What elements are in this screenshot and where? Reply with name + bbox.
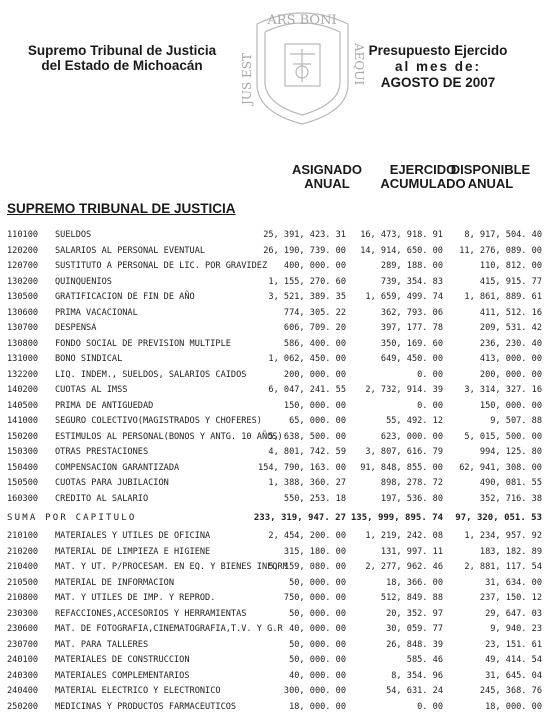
column-header-disponible	[433, 163, 548, 191]
disponible-value: 9, 507. 88	[490, 414, 542, 430]
ejercido-value: 0. 00	[417, 368, 443, 384]
table-row	[0, 560, 550, 576]
ejercido-value: 0. 00	[417, 700, 443, 715]
account-description: MAT. DE FOTOGRAFIA,CINEMATOGRAFIA,T.V. Y G.R	[55, 622, 283, 638]
account-description: SEGURO COLECTIVO(MAGISTRADOS Y CHOFERES)	[55, 414, 262, 430]
account-description: COMPENSACION GARANTIZADA	[55, 461, 179, 477]
ejercido-value: 8, 354. 96	[391, 669, 443, 685]
table-row	[0, 430, 550, 446]
ejercido-value: 739, 354. 83	[381, 275, 443, 291]
total-ejercido: 135, 999, 895. 74	[351, 507, 443, 529]
account-description: SUSTITUTO A PERSONAL DE LIC. POR GRAVIDEZ	[55, 259, 267, 275]
disponible-value: 31, 634. 00	[485, 576, 542, 592]
ejercido-value: 2, 732, 914. 39	[365, 383, 443, 399]
organization-heading	[22, 43, 222, 73]
ejercido-value: 197, 536. 80	[381, 492, 443, 508]
account-description: PRIMA DE ANTIGUEDAD	[55, 399, 153, 415]
disponible-value: 352, 716. 38	[480, 492, 542, 508]
account-code: 150400	[7, 461, 38, 477]
asignado-value: 6, 047, 241. 55	[268, 383, 346, 399]
total-asignado: 233, 319, 947. 27	[254, 507, 346, 529]
report-month: AGOSTO DE 2007	[368, 75, 508, 91]
table-row	[0, 306, 550, 322]
org-name-line1: Supremo Tribunal de Justicia	[22, 43, 222, 58]
account-description: GRATIFICACION DE FIN DE AÑO	[55, 290, 195, 306]
account-code: 150200	[7, 430, 38, 446]
ejercido-value: 14, 914, 650. 00	[360, 244, 443, 260]
disponible-value: 110, 812. 00	[480, 259, 542, 275]
asignado-value: 586, 400. 00	[284, 337, 346, 353]
table-row	[0, 290, 550, 306]
asignado-value: 26, 190, 739. 00	[263, 244, 346, 260]
total-label: SUMA POR CAPITULO	[7, 507, 137, 529]
account-description: SUELDOS	[55, 228, 91, 244]
account-code: 240100	[7, 653, 38, 669]
account-code: 120200	[7, 244, 38, 260]
account-code: 110100	[7, 228, 38, 244]
svg-text:AEQUI: AEQUI	[352, 42, 366, 85]
asignado-value: 5, 638, 500. 00	[268, 430, 346, 446]
ejercido-value: 1, 659, 499. 74	[365, 290, 443, 306]
table-row	[0, 461, 550, 477]
account-description: FONDO SOCIAL DE PREVISION MULTIPLE	[55, 337, 231, 353]
org-name-line2: del Estado de Michoacán	[22, 58, 222, 73]
table-row	[0, 259, 550, 275]
account-code: 130700	[7, 321, 38, 337]
asignado-value: 18, 000. 00	[289, 700, 346, 715]
asignado-value: 50, 000. 00	[289, 576, 346, 592]
disponible-value: 5, 015, 500. 00	[464, 430, 542, 446]
account-code: 210200	[7, 545, 38, 561]
table-row	[0, 607, 550, 623]
ejercido-value: 649, 450. 00	[381, 352, 443, 368]
table-row	[0, 275, 550, 291]
asignado-value: 750, 000. 00	[284, 591, 346, 607]
account-description: REFACCIONES,ACCESORIOS Y HERRAMIENTAS	[55, 607, 246, 623]
column-header-asignado	[272, 163, 382, 191]
report-month-label: al mes de:	[368, 59, 508, 75]
account-description: MAT. Y UT. P/PROCESAM. EN EQ. Y BIENES INFORM	[55, 560, 288, 576]
ejercido-value: 0. 00	[417, 399, 443, 415]
budget-rows-chapter-2000	[0, 529, 550, 715]
institutional-seal	[235, 4, 370, 126]
ejercido-value: 350, 169. 60	[381, 337, 443, 353]
account-description: MATERIAL ELECTRICO Y ELECTRONICO	[55, 684, 221, 700]
account-description: MEDICINAS Y PRODUCTOS FARMACEUTICOS	[55, 700, 236, 715]
disponible-value: 245, 368. 76	[480, 684, 542, 700]
disponible-value: 2, 881, 117. 54	[464, 560, 542, 576]
table-row	[0, 684, 550, 700]
disponible-value: 9, 940. 23	[490, 622, 542, 638]
asignado-value: 4, 801, 742. 59	[268, 445, 346, 461]
ejercido-value: 512, 849. 88	[381, 591, 443, 607]
account-code: 250200	[7, 700, 38, 715]
table-row	[0, 476, 550, 492]
ejercido-value: 1, 219, 242. 08	[365, 529, 443, 545]
disponible-value: 62, 941, 308. 00	[459, 461, 542, 477]
account-code: 130600	[7, 306, 38, 322]
account-description: MATERIAL DE INFORMACION	[55, 576, 174, 592]
asignado-value: 40, 000. 00	[289, 622, 346, 638]
disponible-value: 18, 000. 00	[485, 700, 542, 715]
budget-table	[0, 228, 550, 715]
account-description: MATERIALES DE CONSTRUCCION	[55, 653, 190, 669]
disponible-value: 183, 182. 89	[480, 545, 542, 561]
column-header-disponible-line2: ANUAL	[433, 177, 548, 191]
account-code: 120700	[7, 259, 38, 275]
table-row	[0, 653, 550, 669]
account-code: 230700	[7, 638, 38, 654]
table-row	[0, 622, 550, 638]
account-description: DESPENSA	[55, 321, 96, 337]
asignado-value: 200, 000. 00	[284, 368, 346, 384]
asignado-value: 150, 000. 00	[284, 399, 346, 415]
account-code: 230600	[7, 622, 38, 638]
asignado-value: 1, 155, 270. 60	[268, 275, 346, 291]
ejercido-value: 3, 807, 616. 79	[365, 445, 443, 461]
table-row	[0, 414, 550, 430]
account-code: 130200	[7, 275, 38, 291]
table-row	[0, 576, 550, 592]
account-code: 240300	[7, 669, 38, 685]
disponible-value: 490, 081. 55	[480, 476, 542, 492]
account-description: LIQ. INDEM., SUELDOS, SALARIOS CAIDOS	[55, 368, 246, 384]
ejercido-value: 898, 278. 72	[381, 476, 443, 492]
report-period-heading	[368, 43, 508, 91]
ejercido-value: 362, 793. 06	[381, 306, 443, 322]
account-code: 210800	[7, 591, 38, 607]
disponible-value: 11, 276, 089. 00	[459, 244, 542, 260]
disponible-value: 994, 125. 80	[480, 445, 542, 461]
table-row	[0, 445, 550, 461]
account-description: MATERIALES COMPLEMENTARIOS	[55, 669, 190, 685]
ejercido-value: 20, 352. 97	[386, 607, 443, 623]
disponible-value: 49, 414. 54	[485, 653, 542, 669]
account-code: 150500	[7, 476, 38, 492]
account-code: 130800	[7, 337, 38, 353]
column-header-asignado-line2: ANUAL	[272, 177, 382, 191]
account-code: 140500	[7, 399, 38, 415]
table-row	[0, 399, 550, 415]
account-code: 160300	[7, 492, 38, 508]
account-code: 240400	[7, 684, 38, 700]
account-description: SALARIOS AL PERSONAL EVENTUAL	[55, 244, 205, 260]
account-description: OTRAS PRESTACIONES	[55, 445, 148, 461]
account-code: 150300	[7, 445, 38, 461]
account-description: MATERIALES Y UTILES DE OFICINA	[55, 529, 210, 545]
disponible-value: 413, 000. 00	[480, 352, 542, 368]
account-code: 210400	[7, 560, 38, 576]
disponible-value: 237, 150. 12	[480, 591, 542, 607]
column-header-ejercido-line1: EJERCIDO	[368, 163, 478, 177]
asignado-value: 550, 253. 18	[284, 492, 346, 508]
table-row	[0, 368, 550, 384]
account-code: 210100	[7, 529, 38, 545]
account-description: QUINQUENIOS	[55, 275, 112, 291]
account-description: CUOTAS PARA JUBILACION	[55, 476, 169, 492]
table-row	[0, 638, 550, 654]
disponible-value: 209, 531. 42	[480, 321, 542, 337]
svg-text:JUS EST: JUS EST	[240, 53, 254, 107]
account-description: PRIMA VACACIONAL	[55, 306, 138, 322]
svg-text:ARS BONI: ARS BONI	[266, 13, 336, 28]
ejercido-value: 397, 177. 78	[381, 321, 443, 337]
account-description: MAT. Y UTILES DE IMP. Y REPROD.	[55, 591, 215, 607]
account-code: 130500	[7, 290, 38, 306]
account-code: 141000	[7, 414, 38, 430]
table-row	[0, 321, 550, 337]
asignado-value: 2, 454, 200. 00	[268, 529, 346, 545]
table-row	[0, 244, 550, 260]
disponible-value: 415, 915. 77	[480, 275, 542, 291]
account-description: CUOTAS AL IMSS	[55, 383, 127, 399]
asignado-value: 1, 062, 450. 00	[268, 352, 346, 368]
ejercido-value: 54, 631. 24	[386, 684, 443, 700]
table-row	[0, 228, 550, 244]
account-description: ESTIMULOS AL PERSONAL(BONOS Y ANTG. 10 AÑOS)	[55, 430, 283, 446]
asignado-value: 606, 709. 20	[284, 321, 346, 337]
disponible-value: 1, 861, 889. 61	[464, 290, 542, 306]
table-row	[0, 700, 550, 715]
asignado-value: 774, 305. 22	[284, 306, 346, 322]
disponible-value: 23, 151. 61	[485, 638, 542, 654]
disponible-value: 236, 230. 40	[480, 337, 542, 353]
account-code: 140200	[7, 383, 38, 399]
account-code: 210500	[7, 576, 38, 592]
table-row	[0, 669, 550, 685]
ejercido-value: 289, 188. 00	[381, 259, 443, 275]
total-disponible: 97, 320, 051. 53	[455, 507, 542, 529]
report-title: Presupuesto Ejercido	[368, 43, 508, 59]
asignado-value: 300, 000. 00	[284, 684, 346, 700]
ejercido-value: 16, 473, 918. 91	[360, 228, 443, 244]
ejercido-value: 585. 46	[407, 653, 443, 669]
disponible-value: 1, 234, 957. 92	[464, 529, 542, 545]
asignado-value: 50, 000. 00	[289, 653, 346, 669]
asignado-value: 50, 000. 00	[289, 607, 346, 623]
ejercido-value: 623, 000. 00	[381, 430, 443, 446]
table-row	[0, 591, 550, 607]
asignado-value: 5, 159, 080. 00	[268, 560, 346, 576]
disponible-value: 411, 512. 16	[480, 306, 542, 322]
disponible-value: 29, 647. 03	[485, 607, 542, 623]
column-header-ejercido-line2: ACUMULADO	[368, 177, 478, 191]
ejercido-value: 18, 366. 00	[386, 576, 443, 592]
table-row	[0, 545, 550, 561]
disponible-value: 200, 000. 00	[480, 368, 542, 384]
chapter-total-row	[0, 507, 550, 529]
asignado-value: 315, 180. 00	[284, 545, 346, 561]
table-row	[0, 529, 550, 545]
asignado-value: 50, 000. 00	[289, 638, 346, 654]
account-description: MAT. PARA TALLERES	[55, 638, 148, 654]
asignado-value: 154, 790, 163. 00	[258, 461, 346, 477]
ejercido-value: 131, 997. 11	[381, 545, 443, 561]
asignado-value: 1, 388, 360. 27	[268, 476, 346, 492]
table-row	[0, 492, 550, 508]
ejercido-value: 30, 059. 77	[386, 622, 443, 638]
disponible-value: 3, 314, 327. 16	[464, 383, 542, 399]
ejercido-value: 55, 492. 12	[386, 414, 443, 430]
account-description: MATERIAL DE LIMPIEZA E HIGIENE	[55, 545, 210, 561]
section-title: SUPREMO TRIBUNAL DE JUSTICIA	[7, 201, 236, 216]
disponible-value: 31, 645. 04	[485, 669, 542, 685]
asignado-value: 3, 521, 389. 35	[268, 290, 346, 306]
column-header-disponible-line1: DISPONIBLE	[433, 163, 548, 177]
asignado-value: 400, 000. 00	[284, 259, 346, 275]
disponible-value: 8, 917, 504. 40	[464, 228, 542, 244]
account-code: 131000	[7, 352, 38, 368]
table-row	[0, 352, 550, 368]
asignado-value: 40, 000. 00	[289, 669, 346, 685]
account-code: 132200	[7, 368, 38, 384]
ejercido-value: 26, 848. 39	[386, 638, 443, 654]
account-description: BONO SINDICAL	[55, 352, 122, 368]
table-row	[0, 383, 550, 399]
ejercido-value: 91, 848, 855. 00	[360, 461, 443, 477]
table-row	[0, 337, 550, 353]
ejercido-value: 2, 277, 962. 46	[365, 560, 443, 576]
budget-rows-chapter-1000	[0, 228, 550, 507]
column-header-asignado-line1: ASIGNADO	[272, 163, 382, 177]
asignado-value: 65, 000. 00	[289, 414, 346, 430]
account-code: 230300	[7, 607, 38, 623]
account-description: CREDITO AL SALARIO	[55, 492, 148, 508]
disponible-value: 150, 000. 00	[480, 399, 542, 415]
asignado-value: 25, 391, 423. 31	[263, 228, 346, 244]
